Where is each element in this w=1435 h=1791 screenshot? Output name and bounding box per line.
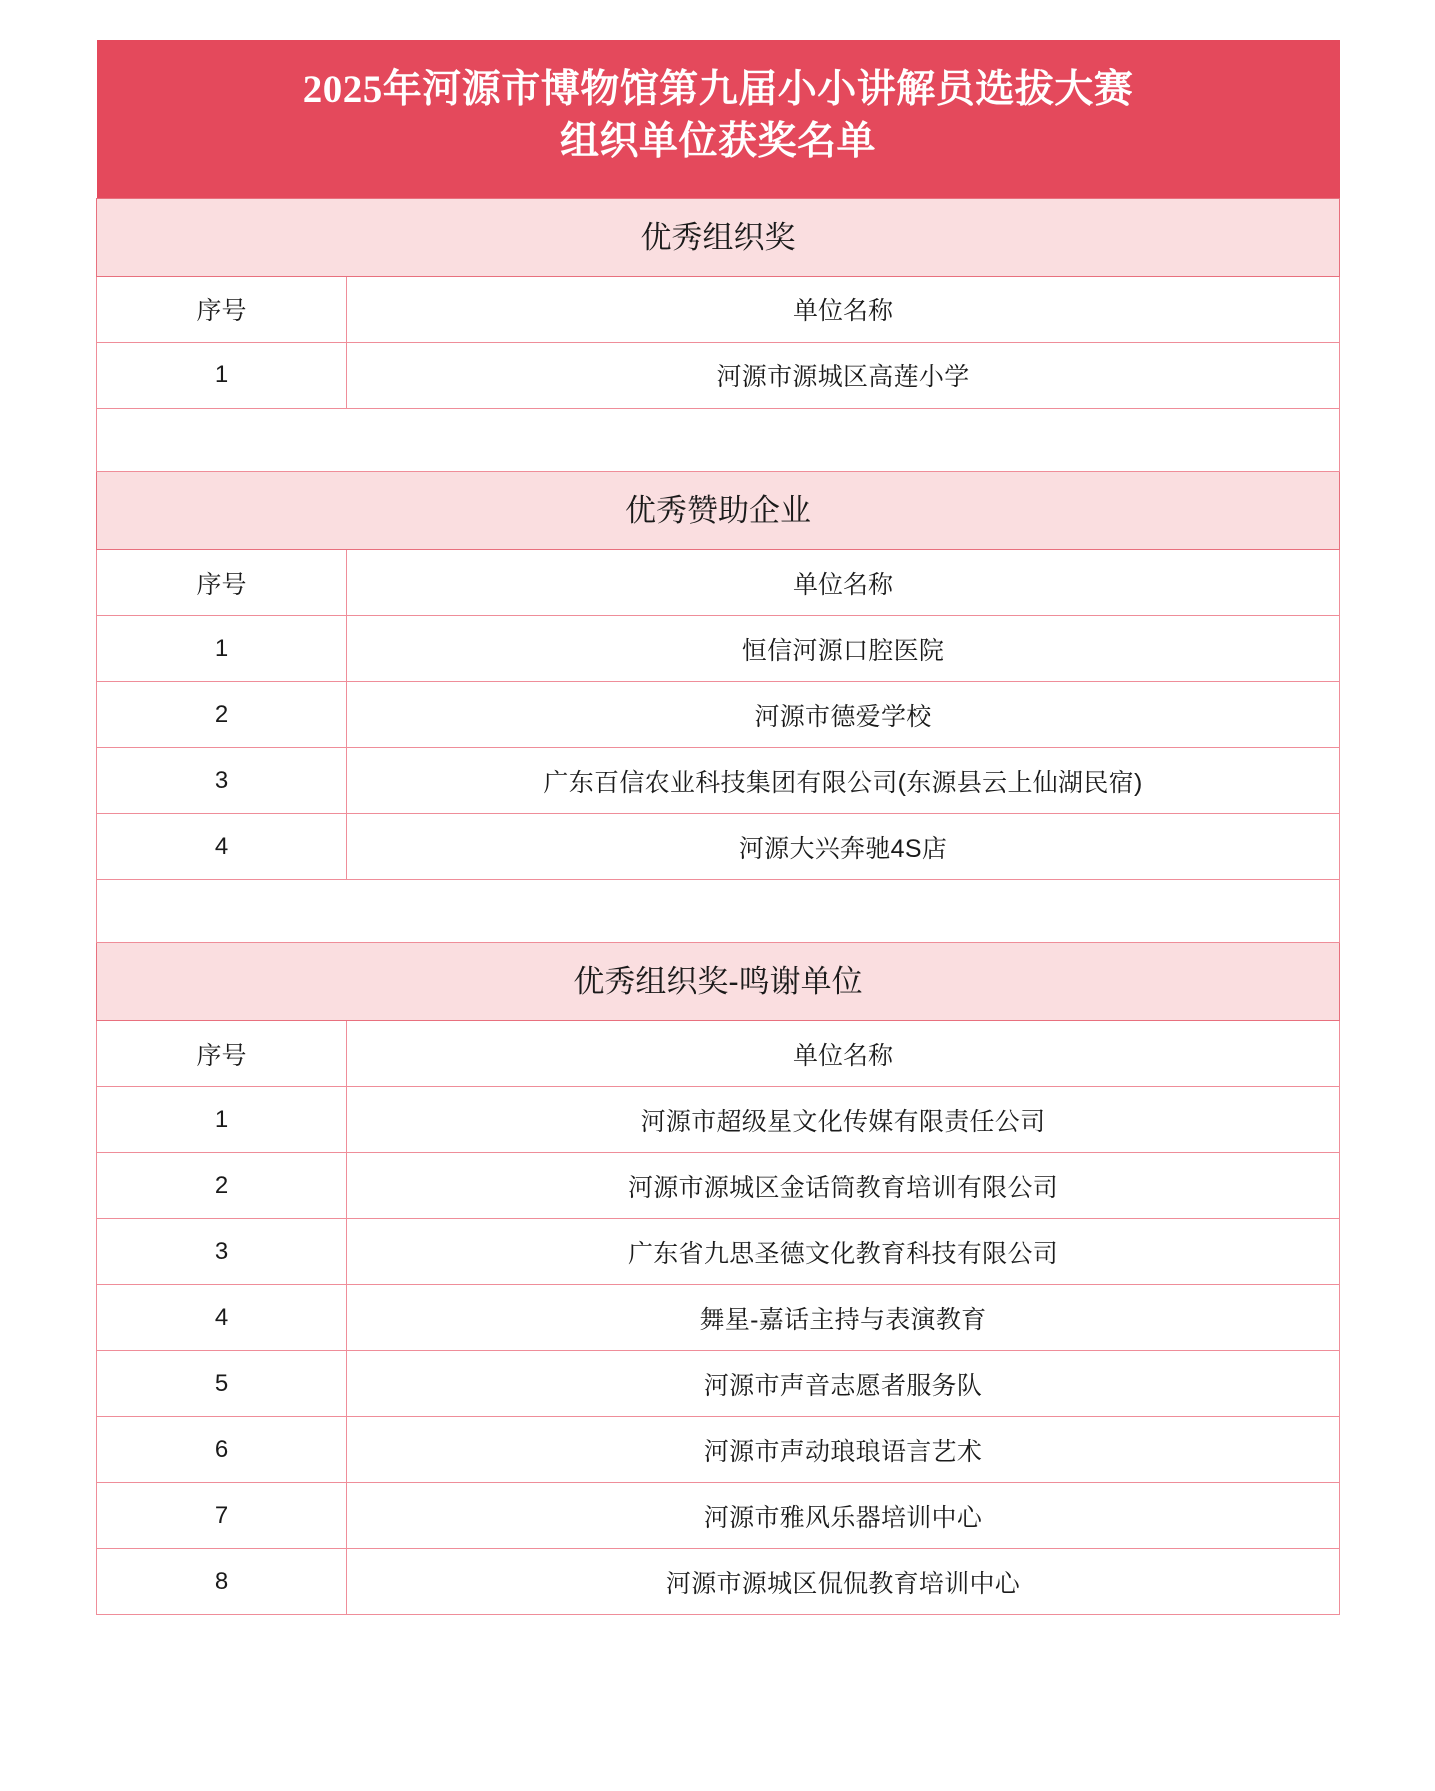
section-title-1: 优秀组织奖 <box>640 219 796 255</box>
section-spacer-2 <box>97 880 1340 943</box>
row-unit-name: 河源市源城区高莲小学 <box>347 342 1340 408</box>
row-index: 6 <box>97 1417 347 1483</box>
section-header-row-1 <box>97 198 1340 276</box>
table-row <box>97 1219 1340 1285</box>
row-unit-name: 河源大兴奔驰4S店 <box>347 814 1340 880</box>
section-header-cell-3 <box>97 943 1340 1021</box>
table-body <box>97 40 1340 1615</box>
title-line-2: 组织单位获奖名单 <box>560 119 877 163</box>
column-header-index-2: 序号 <box>97 550 347 616</box>
title-banner-row <box>97 40 1340 198</box>
column-header-index-1: 序号 <box>97 276 347 342</box>
row-index: 5 <box>97 1351 347 1417</box>
row-index: 1 <box>97 616 347 682</box>
table-row <box>97 682 1340 748</box>
section-header-row-3 <box>97 943 1340 1021</box>
section-title-2: 优秀赞助企业 <box>625 492 811 528</box>
column-header-name-3: 单位名称 <box>347 1021 1340 1087</box>
row-unit-name: 恒信河源口腔医院 <box>347 616 1340 682</box>
row-unit-name: 广东省九思圣德文化教育科技有限公司 <box>347 1219 1340 1285</box>
column-header-name-1: 单位名称 <box>347 276 1340 342</box>
table-row <box>97 1153 1340 1219</box>
row-index: 8 <box>97 1549 347 1615</box>
table-row <box>97 616 1340 682</box>
table-row <box>97 814 1340 880</box>
table-row <box>97 1285 1340 1351</box>
table-row <box>97 1087 1340 1153</box>
section-spacer-1 <box>97 408 1340 471</box>
award-list-table <box>96 40 1340 1615</box>
section-spacer-cell-2 <box>97 880 1340 943</box>
row-index: 1 <box>97 342 347 408</box>
row-unit-name: 广东百信农业科技集团有限公司(东源县云上仙湖民宿) <box>347 748 1340 814</box>
row-index: 3 <box>97 748 347 814</box>
row-unit-name: 河源市声音志愿者服务队 <box>347 1351 1340 1417</box>
column-header-index-3: 序号 <box>97 1021 347 1087</box>
row-index: 1 <box>97 1087 347 1153</box>
table-row <box>97 1351 1340 1417</box>
row-index: 4 <box>97 814 347 880</box>
title-banner-cell <box>97 40 1340 198</box>
row-index: 7 <box>97 1483 347 1549</box>
section-header-row-2 <box>97 471 1340 549</box>
row-unit-name: 舞星-嘉话主持与表演教育 <box>347 1285 1340 1351</box>
table-row <box>97 748 1340 814</box>
table-row <box>97 1483 1340 1549</box>
row-index: 3 <box>97 1219 347 1285</box>
row-unit-name: 河源市超级星文化传媒有限责任公司 <box>347 1087 1340 1153</box>
column-header-row-2 <box>97 550 1340 616</box>
column-header-name-2: 单位名称 <box>347 550 1340 616</box>
row-unit-name: 河源市德爱学校 <box>347 682 1340 748</box>
table-row <box>97 342 1340 408</box>
table-row <box>97 1417 1340 1483</box>
table-row <box>97 1549 1340 1615</box>
section-header-cell-2 <box>97 471 1340 549</box>
row-index: 2 <box>97 682 347 748</box>
title-line-1: 2025年河源市博物馆第九届小小讲解员选拔大赛 <box>302 68 1134 111</box>
section-spacer-cell-1 <box>97 408 1340 471</box>
section-header-cell-1 <box>97 198 1340 276</box>
row-index: 4 <box>97 1285 347 1351</box>
section-title-3: 优秀组织奖-鸣谢单位 <box>573 964 863 1000</box>
row-unit-name: 河源市源城区侃侃教育培训中心 <box>347 1549 1340 1615</box>
row-index: 2 <box>97 1153 347 1219</box>
row-unit-name: 河源市声动琅琅语言艺术 <box>347 1417 1340 1483</box>
column-header-row-1 <box>97 276 1340 342</box>
row-unit-name: 河源市源城区金话筒教育培训有限公司 <box>347 1153 1340 1219</box>
column-header-row-3 <box>97 1021 1340 1087</box>
row-unit-name: 河源市雅风乐器培训中心 <box>347 1483 1340 1549</box>
